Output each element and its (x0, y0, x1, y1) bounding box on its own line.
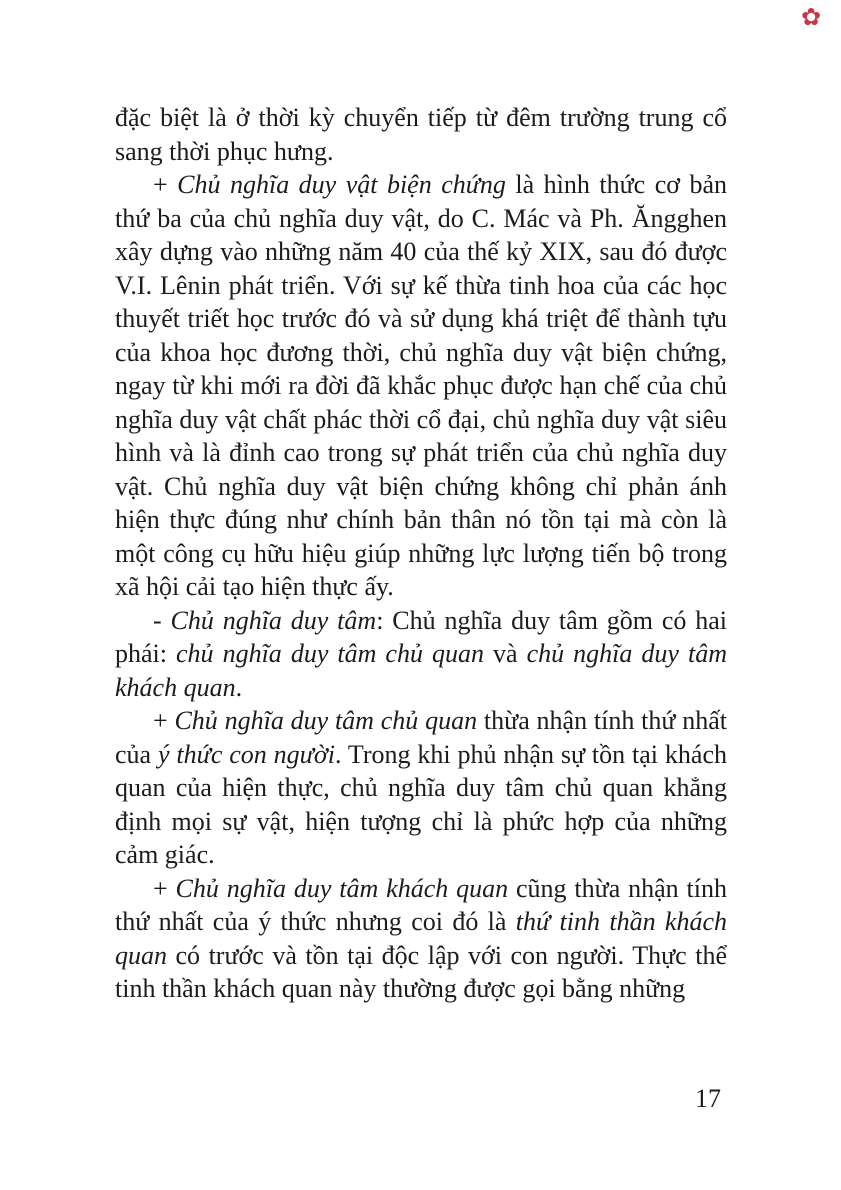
paragraph (115, 168, 727, 604)
text-run: + (153, 170, 178, 199)
text-run: ý thức con người (157, 739, 335, 769)
text-run: cũng thừa nhận tính thứ nhất của ý thức nhưng coi đó là (115, 873, 727, 936)
text-run: chủ nghĩa duy tâm khách quan (115, 639, 727, 702)
text-run: . Trong khi phủ nhận sự tồn tại khách quan của hiện thực, chủ nghĩa duy tâm chủ quan khẳng định mọi sự vật, hiện tượng chỉ là phức hợp của những cảm giác. (115, 739, 728, 869)
paragraph (115, 704, 727, 872)
page-text (115, 101, 727, 1006)
page-number: 17 (695, 1084, 721, 1113)
paragraph (115, 604, 727, 705)
text-run: là hình thức cơ bản thứ ba của chủ nghĩa duy vật, do C. Mác và Ph. Ăngghen xây dựng vào những năm 40 của thế kỷ XIX, sau đó được V.I. Lênin phát triển. Với sự kế thừa tinh hoa của các học thuyết triết học trước đó và sử dụng khá triệt để thành tựu của khoa học đương thời, chủ nghĩa duy vật biện chứng, ngay từ khi mới ra đời đã khắc phục được hạn chế của chủ nghĩa duy vật chất phác thời cổ đại, chủ nghĩa duy vật siêu hình và là đỉnh cao trong sự phát triển của chủ nghĩa duy vật. Chủ nghĩa duy vật biện chứng không chỉ phản ánh hiện thực đúng như chính bản thân nó tồn tại mà còn là một công cụ hữu hiệu giúp những lực lượng tiến bộ trong xã hội cải tạo hiện thực ấy. (115, 170, 728, 601)
paragraph (115, 101, 727, 168)
text-run: - (153, 605, 171, 635)
text-run: . (235, 672, 243, 702)
text-run: Chủ nghĩa duy tâm chủ quan (174, 706, 478, 735)
text-run: Chủ nghĩa duy tâm khách quan (175, 873, 509, 903)
text-run: Chủ nghĩa duy tâm (170, 605, 377, 635)
text-run: + (153, 873, 176, 903)
text-run: thứ tinh thần khách quan (115, 907, 728, 970)
text-run: chủ nghĩa duy tâm chủ quan (176, 639, 484, 668)
text-run: Chủ nghĩa duy vật biện chứng (177, 170, 506, 199)
text-run: thừa nhận tính thứ nhất của (115, 706, 727, 769)
flower-ornament-icon: ✿ (801, 3, 822, 31)
paragraph (115, 872, 727, 1006)
text-run: có trước và tồn tại độc lập với con người. Thực thể tinh thần khách quan này thường được gọi bằng những (115, 940, 727, 1003)
text-run: và (484, 639, 527, 668)
text-run: + (153, 706, 175, 735)
text-run: đặc biệt là ở thời kỳ chuyển tiếp từ đêm trường trung cổ sang thời phục hưng. (115, 103, 727, 166)
text-run: : Chủ nghĩa duy tâm gồm có hai phái: (115, 605, 727, 668)
